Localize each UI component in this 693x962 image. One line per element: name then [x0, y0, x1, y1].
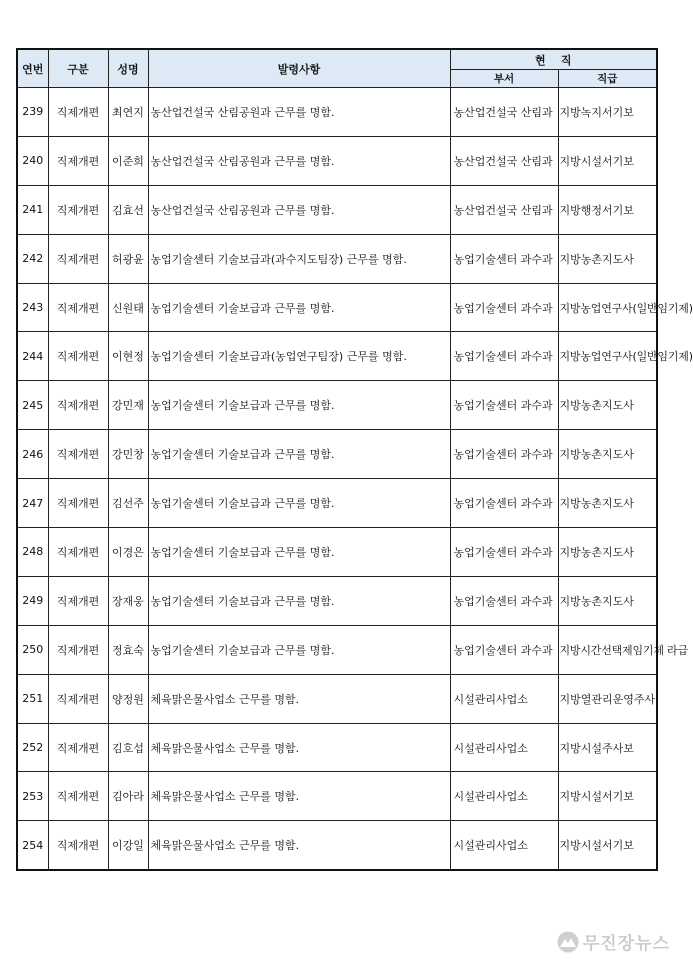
row-number: 244	[17, 332, 48, 381]
table-row	[17, 479, 657, 528]
row-name: 김호섭	[108, 723, 148, 772]
row-order: 농산업건설국 산림공원과 근무를 명함.	[148, 136, 450, 185]
row-order: 농업기술센터 기술보급과 근무를 명함.	[148, 625, 450, 674]
row-grade: 지방행정서기보	[558, 185, 657, 234]
row-grade: 지방농업연구사(일반임기제)	[558, 283, 657, 332]
row-order: 체육맑은물사업소 근무를 명함.	[148, 821, 450, 870]
row-name: 강민재	[108, 381, 148, 430]
row-grade: 지방열관리운영주사	[558, 674, 657, 723]
row-order: 농업기술센터 기술보급과 근무를 명함.	[148, 576, 450, 625]
table-row	[17, 88, 657, 137]
row-grade: 지방시설서기보	[558, 821, 657, 870]
row-order: 농업기술센터 기술보급과 근무를 명함.	[148, 283, 450, 332]
table-row	[17, 821, 657, 870]
row-dept: 농업기술센터 과수과	[450, 430, 558, 479]
table-row	[17, 674, 657, 723]
row-name: 이현정	[108, 332, 148, 381]
row-name: 김아라	[108, 772, 148, 821]
header-order: 발령사항	[148, 49, 450, 88]
row-order: 농업기술센터 기술보급과(농업연구팀장) 근무를 명함.	[148, 332, 450, 381]
row-dept: 시설관리사업소	[450, 674, 558, 723]
table-row	[17, 381, 657, 430]
row-type: 직제개편	[48, 821, 108, 870]
row-grade: 지방농촌지도사	[558, 528, 657, 577]
row-type: 직제개편	[48, 88, 108, 137]
row-order: 체육맑은물사업소 근무를 명함.	[148, 674, 450, 723]
row-order: 체육맑은물사업소 근무를 명함.	[148, 772, 450, 821]
personnel-order-table	[16, 48, 693, 871]
row-grade: 지방시설서기보	[558, 136, 657, 185]
row-name: 최연지	[108, 88, 148, 137]
row-name: 장재웅	[108, 576, 148, 625]
row-name: 허광윤	[108, 234, 148, 283]
row-number: 246	[17, 430, 48, 479]
header-no: 연번	[17, 49, 48, 88]
table-row	[17, 528, 657, 577]
header-name: 성명	[108, 49, 148, 88]
row-type: 직제개편	[48, 674, 108, 723]
row-name: 이준희	[108, 136, 148, 185]
row-order: 농산업건설국 산림공원과 근무를 명함.	[148, 185, 450, 234]
row-name: 이경은	[108, 528, 148, 577]
row-type: 직제개편	[48, 381, 108, 430]
row-type: 직제개편	[48, 234, 108, 283]
row-dept: 시설관리사업소	[450, 723, 558, 772]
row-name: 김효선	[108, 185, 148, 234]
row-dept: 농업기술센터 과수과	[450, 528, 558, 577]
row-grade: 지방시설주사보	[558, 723, 657, 772]
table-row	[17, 234, 657, 283]
table-row	[17, 136, 657, 185]
row-number: 243	[17, 283, 48, 332]
row-dept: 농업기술센터 과수과	[450, 332, 558, 381]
table-row	[17, 772, 657, 821]
row-type: 직제개편	[48, 772, 108, 821]
row-order: 농업기술센터 기술보급과 근무를 명함.	[148, 430, 450, 479]
row-grade: 지방농업연구사(일반임기제)	[558, 332, 657, 381]
row-name: 김선주	[108, 479, 148, 528]
row-name: 강민창	[108, 430, 148, 479]
row-number: 241	[17, 185, 48, 234]
table-body	[17, 88, 693, 871]
row-type: 직제개편	[48, 576, 108, 625]
row-type: 직제개편	[48, 625, 108, 674]
row-type: 직제개편	[48, 479, 108, 528]
header-type: 구분	[48, 49, 108, 88]
row-dept: 시설관리사업소	[450, 772, 558, 821]
row-dept: 농업기술센터 과수과	[450, 283, 558, 332]
table-row	[17, 185, 657, 234]
table-row	[17, 576, 657, 625]
row-number: 242	[17, 234, 48, 283]
row-grade: 지방농촌지도사	[558, 576, 657, 625]
publisher-watermark	[557, 929, 670, 954]
row-number: 240	[17, 136, 48, 185]
row-number: 239	[17, 88, 48, 137]
row-dept: 농산업건설국 산림과	[450, 185, 558, 234]
row-type: 직제개편	[48, 283, 108, 332]
row-number: 251	[17, 674, 48, 723]
row-order: 농업기술센터 기술보급과 근무를 명함.	[148, 528, 450, 577]
header-grade: 직급	[558, 70, 657, 88]
table-row	[17, 625, 657, 674]
row-grade: 지방시설서기보	[558, 772, 657, 821]
row-dept: 농업기술센터 과수과	[450, 576, 558, 625]
row-number: 254	[17, 821, 48, 870]
row-grade: 지방농촌지도사	[558, 430, 657, 479]
row-type: 직제개편	[48, 430, 108, 479]
row-grade: 지방시간선택제임기제 라급	[558, 625, 657, 674]
mountain-logo-icon	[557, 931, 579, 953]
row-number: 247	[17, 479, 48, 528]
watermark-text: 무진장뉴스	[582, 934, 670, 954]
row-name: 양정원	[108, 674, 148, 723]
row-number: 249	[17, 576, 48, 625]
row-grade: 지방농촌지도사	[558, 381, 657, 430]
row-number: 245	[17, 381, 48, 430]
row-type: 직제개편	[48, 332, 108, 381]
table-header	[17, 49, 657, 88]
table-row	[17, 723, 657, 772]
row-type: 직제개편	[48, 723, 108, 772]
row-number: 250	[17, 625, 48, 674]
row-dept: 농업기술센터 과수과	[450, 381, 558, 430]
row-grade: 지방농촌지도사	[558, 479, 657, 528]
row-dept: 시설관리사업소	[450, 821, 558, 870]
row-order: 체육맑은물사업소 근무를 명함.	[148, 723, 450, 772]
table-row	[17, 332, 657, 381]
row-dept: 농업기술센터 과수과	[450, 625, 558, 674]
row-number: 252	[17, 723, 48, 772]
row-number: 253	[17, 772, 48, 821]
row-type: 직제개편	[48, 528, 108, 577]
row-name: 이강일	[108, 821, 148, 870]
row-number: 248	[17, 528, 48, 577]
table-row	[17, 430, 657, 479]
row-order: 농산업건설국 산림공원과 근무를 명함.	[148, 88, 450, 137]
row-dept: 농산업건설국 산림과	[450, 136, 558, 185]
row-order: 농업기술센터 기술보급과 근무를 명함.	[148, 479, 450, 528]
table-row	[17, 283, 657, 332]
row-dept: 농업기술센터 과수과	[450, 234, 558, 283]
row-type: 직제개편	[48, 136, 108, 185]
row-type: 직제개편	[48, 185, 108, 234]
row-dept: 농산업건설국 산림과	[450, 88, 558, 137]
row-name: 정효숙	[108, 625, 148, 674]
row-name: 신원태	[108, 283, 148, 332]
header-current-position: 현 직	[450, 49, 657, 70]
row-grade: 지방농촌지도사	[558, 234, 657, 283]
row-dept: 농업기술센터 과수과	[450, 479, 558, 528]
row-grade: 지방녹지서기보	[558, 88, 657, 137]
row-order: 농업기술센터 기술보급과(과수지도팀장) 근무를 명함.	[148, 234, 450, 283]
row-order: 농업기술센터 기술보급과 근무를 명함.	[148, 381, 450, 430]
header-dept: 부서	[450, 70, 558, 88]
